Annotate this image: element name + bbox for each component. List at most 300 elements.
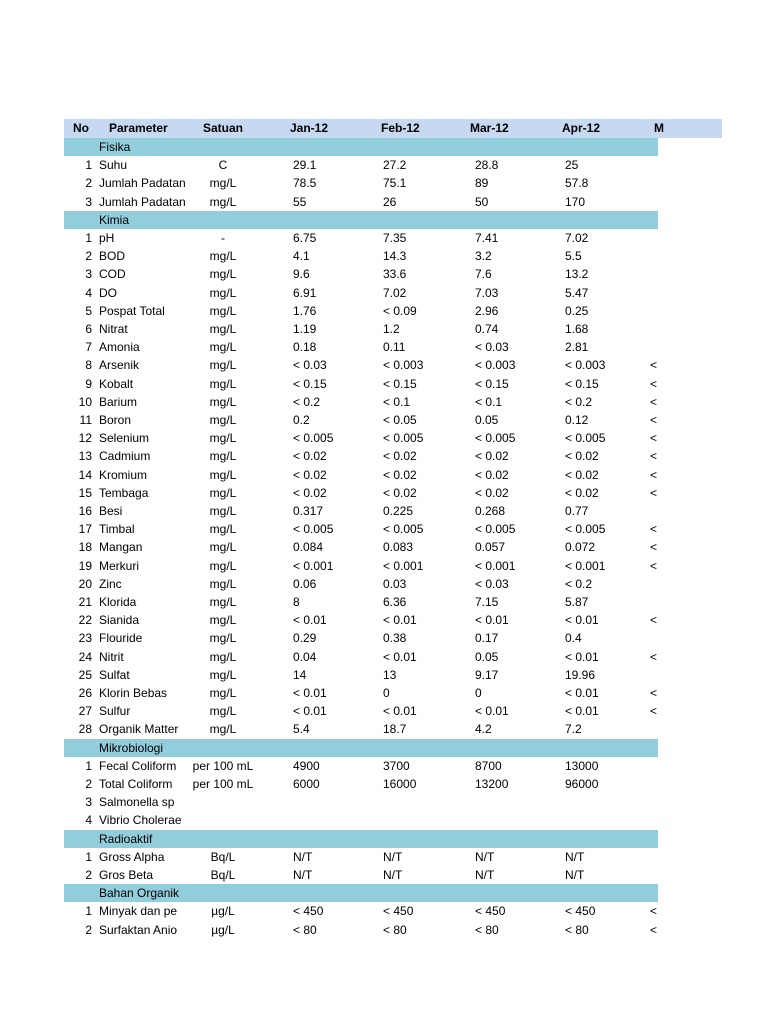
value-cell[interactable]: N/T	[475, 868, 495, 882]
unit-cell[interactable]: per 100 mL	[192, 777, 254, 791]
unit-cell[interactable]: mg/L	[209, 522, 237, 536]
unit-cell[interactable]: mg/L	[209, 686, 237, 700]
next-month-cell[interactable]	[650, 174, 660, 192]
value-cell[interactable]: < 450	[383, 904, 414, 918]
row-number-cell[interactable]: 11	[79, 413, 92, 427]
value-cell[interactable]: < 0.15	[475, 377, 509, 391]
value-cell[interactable]: < 0.2	[565, 395, 593, 409]
value-cell[interactable]: 0.04	[293, 650, 317, 664]
value-cell[interactable]: 0.25	[565, 304, 589, 318]
value-cell[interactable]: < 0.005	[565, 431, 606, 445]
value-cell[interactable]: 0.083	[383, 540, 414, 554]
value-cell[interactable]: < 0.15	[565, 377, 599, 391]
value-cell[interactable]: < 0.005	[565, 522, 606, 536]
unit-cell[interactable]: mg/L	[209, 431, 237, 445]
unit-cell[interactable]: mg/L	[209, 322, 237, 336]
next-month-cell[interactable]: <	[650, 395, 658, 409]
unit-cell[interactable]	[184, 793, 262, 811]
row-number-cell[interactable]: 23	[78, 631, 92, 645]
value-cell[interactable]: 3.2	[475, 249, 492, 263]
parameter-cell[interactable]: Gross Alpha	[99, 850, 165, 864]
value-cell[interactable]: < 0.01	[293, 686, 327, 700]
row-number-cell[interactable]: 24	[78, 650, 92, 664]
parameter-cell[interactable]: Vibrio Cholerae	[99, 813, 182, 827]
row-number-cell[interactable]: 13	[78, 449, 92, 463]
next-month-cell[interactable]	[650, 720, 660, 738]
value-cell[interactable]: 0.03	[383, 577, 407, 591]
value-cell[interactable]: 14.3	[383, 249, 407, 263]
parameter-cell[interactable]: Kobalt	[99, 377, 134, 391]
parameter-cell[interactable]: Suhu	[99, 158, 128, 172]
next-month-cell[interactable]: <	[650, 923, 658, 937]
row-number-cell[interactable]: 25	[78, 668, 92, 682]
value-cell[interactable]: N/T	[293, 868, 313, 882]
value-cell[interactable]: < 0.1	[383, 395, 411, 409]
next-month-cell[interactable]	[650, 320, 660, 338]
value-cell[interactable]: 0.225	[383, 504, 414, 518]
value-cell[interactable]: < 0.02	[565, 486, 599, 500]
value-cell[interactable]: 2.96	[475, 304, 499, 318]
value-cell[interactable]: 0.05	[475, 650, 499, 664]
value-cell[interactable]: 7.02	[383, 286, 407, 300]
next-month-cell[interactable]: <	[650, 486, 658, 500]
value-cell[interactable]: < 0.01	[383, 613, 417, 627]
row-number-cell[interactable]: 3	[85, 267, 92, 281]
next-month-cell[interactable]: <	[650, 377, 658, 391]
next-month-cell[interactable]	[650, 866, 660, 884]
value-cell[interactable]: 9.6	[293, 267, 310, 281]
value-cell[interactable]: 13000	[565, 759, 599, 773]
row-number-cell[interactable]: 1	[85, 850, 92, 864]
value-cell[interactable]: < 0.003	[383, 358, 424, 372]
parameter-cell[interactable]: Jumlah Padatan	[99, 195, 186, 209]
value-cell[interactable]: 7.6	[475, 267, 492, 281]
value-cell[interactable]: 78.5	[293, 176, 317, 190]
parameter-cell[interactable]: Nitrat	[99, 322, 128, 336]
unit-cell[interactable]: mg/L	[209, 249, 237, 263]
value-cell[interactable]: < 0.01	[383, 650, 417, 664]
value-cell[interactable]	[475, 811, 553, 829]
value-cell[interactable]: 170	[565, 195, 586, 209]
value-cell[interactable]: 1.68	[565, 322, 589, 336]
value-cell[interactable]: < 0.15	[293, 377, 327, 391]
next-month-cell[interactable]	[650, 338, 660, 356]
value-cell[interactable]: < 0.02	[293, 486, 327, 500]
value-cell[interactable]: < 0.02	[475, 486, 509, 500]
row-number-cell[interactable]: 6	[85, 322, 92, 336]
unit-cell[interactable]: mg/L	[209, 668, 237, 682]
value-cell[interactable]: < 0.01	[475, 613, 509, 627]
row-number-cell[interactable]: 12	[78, 431, 92, 445]
next-month-cell[interactable]	[650, 502, 660, 520]
value-cell[interactable]: N/T	[565, 868, 585, 882]
value-cell[interactable]: 5.87	[565, 595, 589, 609]
next-month-cell[interactable]	[650, 775, 660, 793]
next-month-cell[interactable]	[650, 575, 660, 593]
section-label[interactable]: Fisika	[99, 140, 131, 154]
value-cell[interactable]: N/T	[565, 850, 585, 864]
unit-cell[interactable]: mg/L	[209, 559, 237, 573]
value-cell[interactable]: < 0.005	[475, 431, 516, 445]
value-cell[interactable]: < 0.001	[475, 559, 516, 573]
value-cell[interactable]: N/T	[383, 868, 403, 882]
row-number-cell[interactable]: 26	[78, 686, 92, 700]
value-cell[interactable]: 26	[383, 195, 397, 209]
value-cell[interactable]: < 0.001	[293, 559, 334, 573]
next-month-cell[interactable]: <	[650, 613, 658, 627]
row-number-cell[interactable]: 4	[85, 286, 92, 300]
value-cell[interactable]: < 80	[475, 923, 499, 937]
row-number-cell[interactable]: 2	[85, 923, 92, 937]
value-cell[interactable]: 0.12	[565, 413, 589, 427]
unit-cell[interactable]: -	[221, 231, 225, 245]
value-cell[interactable]: 57.8	[565, 176, 589, 190]
value-cell[interactable]: < 0.2	[293, 395, 321, 409]
parameter-cell[interactable]: Klorin Bebas	[99, 686, 168, 700]
header-jan[interactable]: Jan-12	[290, 121, 329, 135]
parameter-cell[interactable]: Mangan	[99, 540, 143, 554]
next-month-cell[interactable]	[650, 593, 660, 611]
value-cell[interactable]: 7.15	[475, 595, 499, 609]
value-cell[interactable]: 1.76	[293, 304, 317, 318]
next-month-cell[interactable]: <	[650, 559, 658, 573]
next-month-cell[interactable]: <	[650, 686, 658, 700]
section-label[interactable]: Mikrobiologi	[99, 741, 164, 755]
value-cell[interactable]: < 80	[293, 923, 317, 937]
value-cell[interactable]: < 80	[383, 923, 407, 937]
row-number-cell[interactable]: 2	[85, 777, 92, 791]
value-cell[interactable]	[383, 793, 461, 811]
parameter-cell[interactable]: Nitrit	[99, 650, 124, 664]
value-cell[interactable]	[565, 811, 643, 829]
row-number-cell[interactable]: 10	[78, 395, 92, 409]
header-apr[interactable]: Apr-12	[562, 121, 601, 135]
value-cell[interactable]: 29.1	[293, 158, 317, 172]
row-number-cell[interactable]: 3	[85, 795, 92, 809]
value-cell[interactable]: 1.2	[383, 322, 400, 336]
value-cell[interactable]: 0	[475, 686, 482, 700]
unit-cell[interactable]: mg/L	[209, 395, 237, 409]
value-cell[interactable]: < 0.15	[383, 377, 417, 391]
value-cell[interactable]: < 0.03	[293, 358, 327, 372]
value-cell[interactable]: 7.02	[565, 231, 589, 245]
unit-cell[interactable]: mg/L	[209, 340, 237, 354]
row-number-cell[interactable]: 19	[78, 559, 92, 573]
row-number-cell[interactable]: 18	[78, 540, 92, 554]
parameter-cell[interactable]: COD	[99, 267, 126, 281]
value-cell[interactable]: < 0.02	[565, 468, 599, 482]
value-cell[interactable]: 55	[293, 195, 307, 209]
value-cell[interactable]: 7.41	[475, 231, 499, 245]
unit-cell[interactable]: mg/L	[209, 449, 237, 463]
parameter-cell[interactable]: Besi	[99, 504, 123, 518]
value-cell[interactable]: 13.2	[565, 267, 589, 281]
value-cell[interactable]: 0.77	[565, 504, 589, 518]
unit-cell[interactable]: mg/L	[209, 722, 237, 736]
next-month-cell[interactable]: <	[650, 449, 658, 463]
section-label[interactable]: Kimia	[99, 213, 130, 227]
value-cell[interactable]	[293, 793, 371, 811]
value-cell[interactable]: N/T	[475, 850, 495, 864]
value-cell[interactable]: 1.19	[293, 322, 317, 336]
value-cell[interactable]: < 0.02	[475, 449, 509, 463]
value-cell[interactable]: < 0.02	[293, 449, 327, 463]
value-cell[interactable]: < 0.2	[565, 577, 593, 591]
unit-cell[interactable]: mg/L	[209, 304, 237, 318]
unit-cell[interactable]: mg/L	[209, 358, 237, 372]
parameter-cell[interactable]: Klorida	[99, 595, 137, 609]
value-cell[interactable]: 5.47	[565, 286, 589, 300]
parameter-cell[interactable]: Sulfat	[99, 668, 130, 682]
value-cell[interactable]: 0.072	[565, 540, 596, 554]
row-number-cell[interactable]: 21	[78, 595, 92, 609]
value-cell[interactable]: < 0.02	[383, 468, 417, 482]
next-month-cell[interactable]	[650, 666, 660, 684]
value-cell[interactable]: 0.06	[293, 577, 317, 591]
parameter-cell[interactable]: Selenium	[99, 431, 150, 445]
parameter-cell[interactable]: Gros Beta	[99, 868, 154, 882]
value-cell[interactable]: < 0.005	[293, 431, 334, 445]
parameter-cell[interactable]: Fecal Coliform	[99, 759, 177, 773]
value-cell[interactable]: 25	[565, 158, 579, 172]
value-cell[interactable]: 0.11	[383, 340, 406, 354]
parameter-cell[interactable]: BOD	[99, 249, 126, 263]
value-cell[interactable]: < 0.02	[383, 486, 417, 500]
value-cell[interactable]	[565, 793, 643, 811]
next-month-cell[interactable]	[650, 811, 660, 829]
value-cell[interactable]: < 0.003	[565, 358, 606, 372]
value-cell[interactable]: 0.74	[475, 322, 499, 336]
value-cell[interactable]: < 0.02	[475, 468, 509, 482]
next-month-cell[interactable]: <	[650, 540, 658, 554]
row-number-cell[interactable]: 2	[85, 176, 92, 190]
parameter-cell[interactable]: Kromium	[99, 468, 148, 482]
next-month-cell[interactable]	[650, 284, 660, 302]
value-cell[interactable]: < 0.005	[383, 522, 424, 536]
unit-cell[interactable]: mg/L	[209, 650, 237, 664]
value-cell[interactable]: 5.5	[565, 249, 582, 263]
unit-cell[interactable]: mg/L	[209, 176, 237, 190]
next-month-cell[interactable]	[650, 229, 660, 247]
value-cell[interactable]: 6.75	[293, 231, 317, 245]
unit-cell[interactable]: mg/L	[209, 504, 237, 518]
value-cell[interactable]: < 450	[565, 904, 596, 918]
header-next-month[interactable]: M	[654, 121, 664, 135]
unit-cell[interactable]: Bq/L	[210, 850, 236, 864]
parameter-cell[interactable]: Minyak dan pe	[99, 904, 178, 918]
unit-cell[interactable]: mg/L	[209, 195, 237, 209]
value-cell[interactable]: < 0.1	[475, 395, 503, 409]
parameter-cell[interactable]: Total Coliform	[99, 777, 173, 791]
value-cell[interactable]: 75.1	[383, 176, 407, 190]
value-cell[interactable]: 50	[475, 195, 489, 209]
value-cell[interactable]: 6.36	[383, 595, 407, 609]
row-number-cell[interactable]: 17	[78, 522, 92, 536]
header-no[interactable]: No	[73, 121, 89, 135]
unit-cell[interactable]: mg/L	[209, 595, 237, 609]
header-satuan[interactable]: Satuan	[203, 121, 244, 135]
value-cell[interactable]: 7.03	[475, 286, 499, 300]
row-number-cell[interactable]: 8	[85, 358, 92, 372]
value-cell[interactable]: 0.084	[293, 540, 324, 554]
row-number-cell[interactable]: 20	[78, 577, 92, 591]
value-cell[interactable]: 27.2	[383, 158, 407, 172]
parameter-cell[interactable]: Flouride	[99, 631, 143, 645]
row-number-cell[interactable]: 3	[85, 195, 92, 209]
parameter-cell[interactable]: Timbal	[99, 522, 135, 536]
row-number-cell[interactable]: 2	[85, 249, 92, 263]
value-cell[interactable]: 6.91	[293, 286, 317, 300]
unit-cell[interactable]: per 100 mL	[192, 759, 254, 773]
value-cell[interactable]: 16000	[383, 777, 417, 791]
unit-cell[interactable]: mg/L	[209, 286, 237, 300]
unit-cell[interactable]: Bq/L	[210, 868, 236, 882]
row-number-cell[interactable]: 1	[85, 231, 92, 245]
unit-cell[interactable]: mg/L	[209, 377, 237, 391]
section-label[interactable]: Bahan Organik	[99, 886, 180, 900]
value-cell[interactable]: 0.057	[475, 540, 506, 554]
value-cell[interactable]: < 0.01	[475, 704, 509, 718]
value-cell[interactable]: 8700	[475, 759, 502, 773]
parameter-cell[interactable]: Jumlah Padatan	[99, 176, 186, 190]
unit-cell[interactable]	[184, 811, 262, 829]
next-month-cell[interactable]: <	[650, 358, 658, 372]
unit-cell[interactable]: mg/L	[209, 631, 237, 645]
row-number-cell[interactable]: 5	[85, 304, 92, 318]
value-cell[interactable]: < 450	[475, 904, 506, 918]
row-number-cell[interactable]: 1	[85, 759, 92, 773]
value-cell[interactable]: < 0.02	[293, 468, 327, 482]
value-cell[interactable]	[293, 811, 371, 829]
header-feb[interactable]: Feb-12	[381, 121, 420, 135]
unit-cell[interactable]: mg/L	[209, 540, 237, 554]
value-cell[interactable]: < 450	[293, 904, 324, 918]
value-cell[interactable]: < 0.01	[565, 686, 599, 700]
value-cell[interactable]: 0	[383, 686, 390, 700]
value-cell[interactable]: < 0.03	[475, 577, 509, 591]
value-cell[interactable]: 0.317	[293, 504, 324, 518]
next-month-cell[interactable]	[650, 193, 660, 211]
value-cell[interactable]: 18.7	[383, 722, 407, 736]
value-cell[interactable]: < 0.01	[293, 613, 327, 627]
parameter-cell[interactable]: Zinc	[99, 577, 122, 591]
value-cell[interactable]: < 0.01	[383, 704, 417, 718]
value-cell[interactable]: < 0.001	[565, 559, 606, 573]
value-cell[interactable]: 4900	[293, 759, 320, 773]
value-cell[interactable]: < 0.005	[475, 522, 516, 536]
value-cell[interactable]: N/T	[383, 850, 403, 864]
value-cell[interactable]: 2.81	[565, 340, 589, 354]
value-cell[interactable]: 0.38	[383, 631, 407, 645]
parameter-cell[interactable]: Amonia	[99, 340, 140, 354]
unit-cell[interactable]: mg/L	[209, 413, 237, 427]
parameter-cell[interactable]: Merkuri	[99, 559, 140, 573]
value-cell[interactable]: < 0.05	[383, 413, 417, 427]
value-cell[interactable]: < 0.003	[475, 358, 516, 372]
value-cell[interactable]: 0.18	[293, 340, 317, 354]
parameter-cell[interactable]: pH	[99, 231, 115, 245]
parameter-cell[interactable]: Sulfur	[99, 704, 131, 718]
value-cell[interactable]: < 0.02	[565, 449, 599, 463]
next-month-cell[interactable]: <	[650, 468, 658, 482]
value-cell[interactable]	[383, 811, 461, 829]
value-cell[interactable]: 4.2	[475, 722, 492, 736]
next-month-cell[interactable]: <	[650, 650, 658, 664]
unit-cell[interactable]: mg/L	[209, 613, 237, 627]
value-cell[interactable]: < 0.03	[475, 340, 509, 354]
parameter-cell[interactable]: Organik Matter	[99, 722, 179, 736]
row-number-cell[interactable]: 7	[85, 340, 92, 354]
next-month-cell[interactable]	[650, 629, 660, 647]
value-cell[interactable]: 0.268	[475, 504, 506, 518]
parameter-cell[interactable]: Surfaktan Anio	[99, 923, 178, 937]
next-month-cell[interactable]	[650, 247, 660, 265]
value-cell[interactable]: N/T	[293, 850, 313, 864]
unit-cell[interactable]: mg/L	[209, 267, 237, 281]
parameter-cell[interactable]: Cadmium	[99, 449, 151, 463]
next-month-cell[interactable]	[650, 156, 660, 174]
value-cell[interactable]: 7.35	[383, 231, 407, 245]
value-cell[interactable]: < 0.01	[565, 650, 599, 664]
next-month-cell[interactable]: <	[650, 522, 658, 536]
header-mar[interactable]: Mar-12	[470, 121, 509, 135]
value-cell[interactable]: 13200	[475, 777, 509, 791]
value-cell[interactable]: 6000	[293, 777, 320, 791]
value-cell[interactable]: 19.96	[565, 668, 596, 682]
value-cell[interactable]: 0.17	[475, 631, 499, 645]
value-cell[interactable]: 3700	[383, 759, 410, 773]
value-cell[interactable]: 0.05	[475, 413, 499, 427]
parameter-cell[interactable]: Sianida	[99, 613, 140, 627]
section-label[interactable]: Radioaktif	[99, 832, 153, 846]
row-number-cell[interactable]: 16	[78, 504, 92, 518]
next-month-cell[interactable]	[650, 757, 660, 775]
parameter-cell[interactable]: Boron	[99, 413, 132, 427]
value-cell[interactable]: 89	[475, 176, 489, 190]
value-cell[interactable]: < 0.005	[293, 522, 334, 536]
value-cell[interactable]: 14	[293, 668, 307, 682]
value-cell[interactable]: < 80	[565, 923, 589, 937]
value-cell[interactable]: < 0.01	[293, 704, 327, 718]
parameter-cell[interactable]: Barium	[99, 395, 138, 409]
row-number-cell[interactable]: 27	[78, 704, 92, 718]
parameter-cell[interactable]: Pospat Total	[99, 304, 165, 318]
value-cell[interactable]: 96000	[565, 777, 599, 791]
next-month-cell[interactable]: <	[650, 431, 658, 445]
next-month-cell[interactable]	[650, 265, 660, 283]
unit-cell[interactable]: mg/L	[209, 577, 237, 591]
unit-cell[interactable]: mg/L	[209, 468, 237, 482]
value-cell[interactable]: < 0.09	[383, 304, 417, 318]
value-cell[interactable]: 0.2	[293, 413, 310, 427]
row-number-cell[interactable]: 14	[78, 468, 92, 482]
value-cell[interactable]: 28.8	[475, 158, 499, 172]
unit-cell[interactable]: µg/L	[211, 923, 235, 937]
next-month-cell[interactable]: <	[650, 704, 658, 718]
value-cell[interactable]	[475, 793, 553, 811]
value-cell[interactable]: < 0.01	[565, 704, 599, 718]
row-number-cell[interactable]: 1	[85, 158, 92, 172]
row-number-cell[interactable]: 9	[85, 377, 92, 391]
unit-cell[interactable]: mg/L	[209, 486, 237, 500]
unit-cell[interactable]: mg/L	[209, 704, 237, 718]
value-cell[interactable]: < 0.001	[383, 559, 424, 573]
row-number-cell[interactable]: 28	[78, 722, 92, 736]
next-month-cell[interactable]	[650, 793, 660, 811]
value-cell[interactable]: 8	[293, 595, 300, 609]
value-cell[interactable]: < 0.005	[383, 431, 424, 445]
next-month-cell[interactable]: <	[650, 904, 658, 918]
